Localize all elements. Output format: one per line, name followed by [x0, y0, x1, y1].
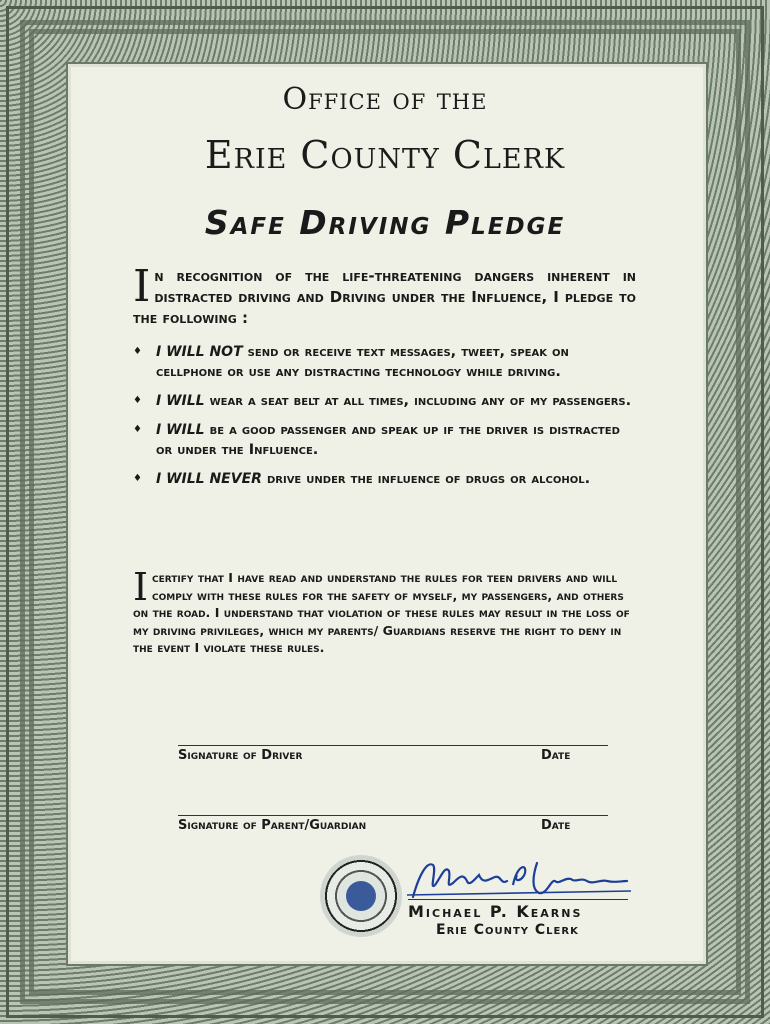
- pledge-text: send or receive text messages, tweet, speak on cellphone or use any distracting technology while driving.: [156, 344, 569, 380]
- pledge-emphasis: I WILL: [156, 393, 205, 409]
- parent-signature-line[interactable]: [178, 815, 608, 816]
- driver-date-label: Date: [541, 748, 571, 763]
- county-seal: [320, 855, 402, 937]
- pledge-text: be a good passenger and speak up if the driver is distracted or under the Influence.: [156, 422, 620, 458]
- pledge-title: Safe Driving Pledge: [204, 203, 566, 242]
- office-title-line2: Erie County Clerk: [204, 133, 566, 177]
- pledge-item: [133, 391, 633, 411]
- office-title-line1: Office of the: [282, 82, 488, 117]
- pledge-item: [133, 342, 633, 382]
- intro-text: n recognition of the life-threatening dangers inherent in distracted driving and Driving under the Influence, I pledge to the following :: [133, 267, 636, 327]
- clerk-title: Erie County Clerk: [436, 922, 579, 938]
- bullet-icon: ♦: [133, 424, 142, 435]
- pledge-emphasis: I WILL NEVER: [156, 471, 262, 487]
- bullet-icon: ♦: [133, 346, 142, 357]
- pledge-list: [133, 342, 633, 498]
- certificate-paper: [66, 62, 708, 966]
- pledge-text: drive under the influence of drugs or alcohol.: [261, 471, 591, 487]
- bullet-icon: ♦: [133, 395, 142, 406]
- certify-paragraph: [133, 565, 630, 657]
- intro-paragraph: [133, 261, 636, 329]
- pledge-item: [133, 469, 633, 489]
- clerk-signature-line: [408, 899, 628, 900]
- bullet-icon: ♦: [133, 473, 142, 484]
- driver-signature-line[interactable]: [178, 745, 608, 746]
- pledge-item: [133, 420, 633, 460]
- pledge-text: wear a seat belt at all times, including any of my passengers.: [204, 393, 632, 409]
- intro-drop-cap: I: [133, 261, 151, 312]
- pledge-emphasis: I WILL NOT: [156, 344, 243, 360]
- driver-signature-label: Signature of Driver: [178, 748, 303, 763]
- clerk-signature: [405, 855, 635, 905]
- pledge-emphasis: I WILL: [156, 422, 205, 438]
- clerk-name: Michael P. Kearns: [408, 902, 583, 921]
- certify-drop-cap: I: [133, 565, 149, 609]
- certify-text: certify that I have read and understand the rules for teen drivers and will comply with these rules for the safety of myself, my passengers, and others on the road. I understand that violation of these rules may result in the loss of my driving privileges, which my parents/ Guardians reserve the right to deny in the event I violate these rules.: [133, 570, 630, 655]
- parent-signature-label: Signature of Parent/Guardian: [178, 818, 367, 833]
- parent-date-label: Date: [541, 818, 571, 833]
